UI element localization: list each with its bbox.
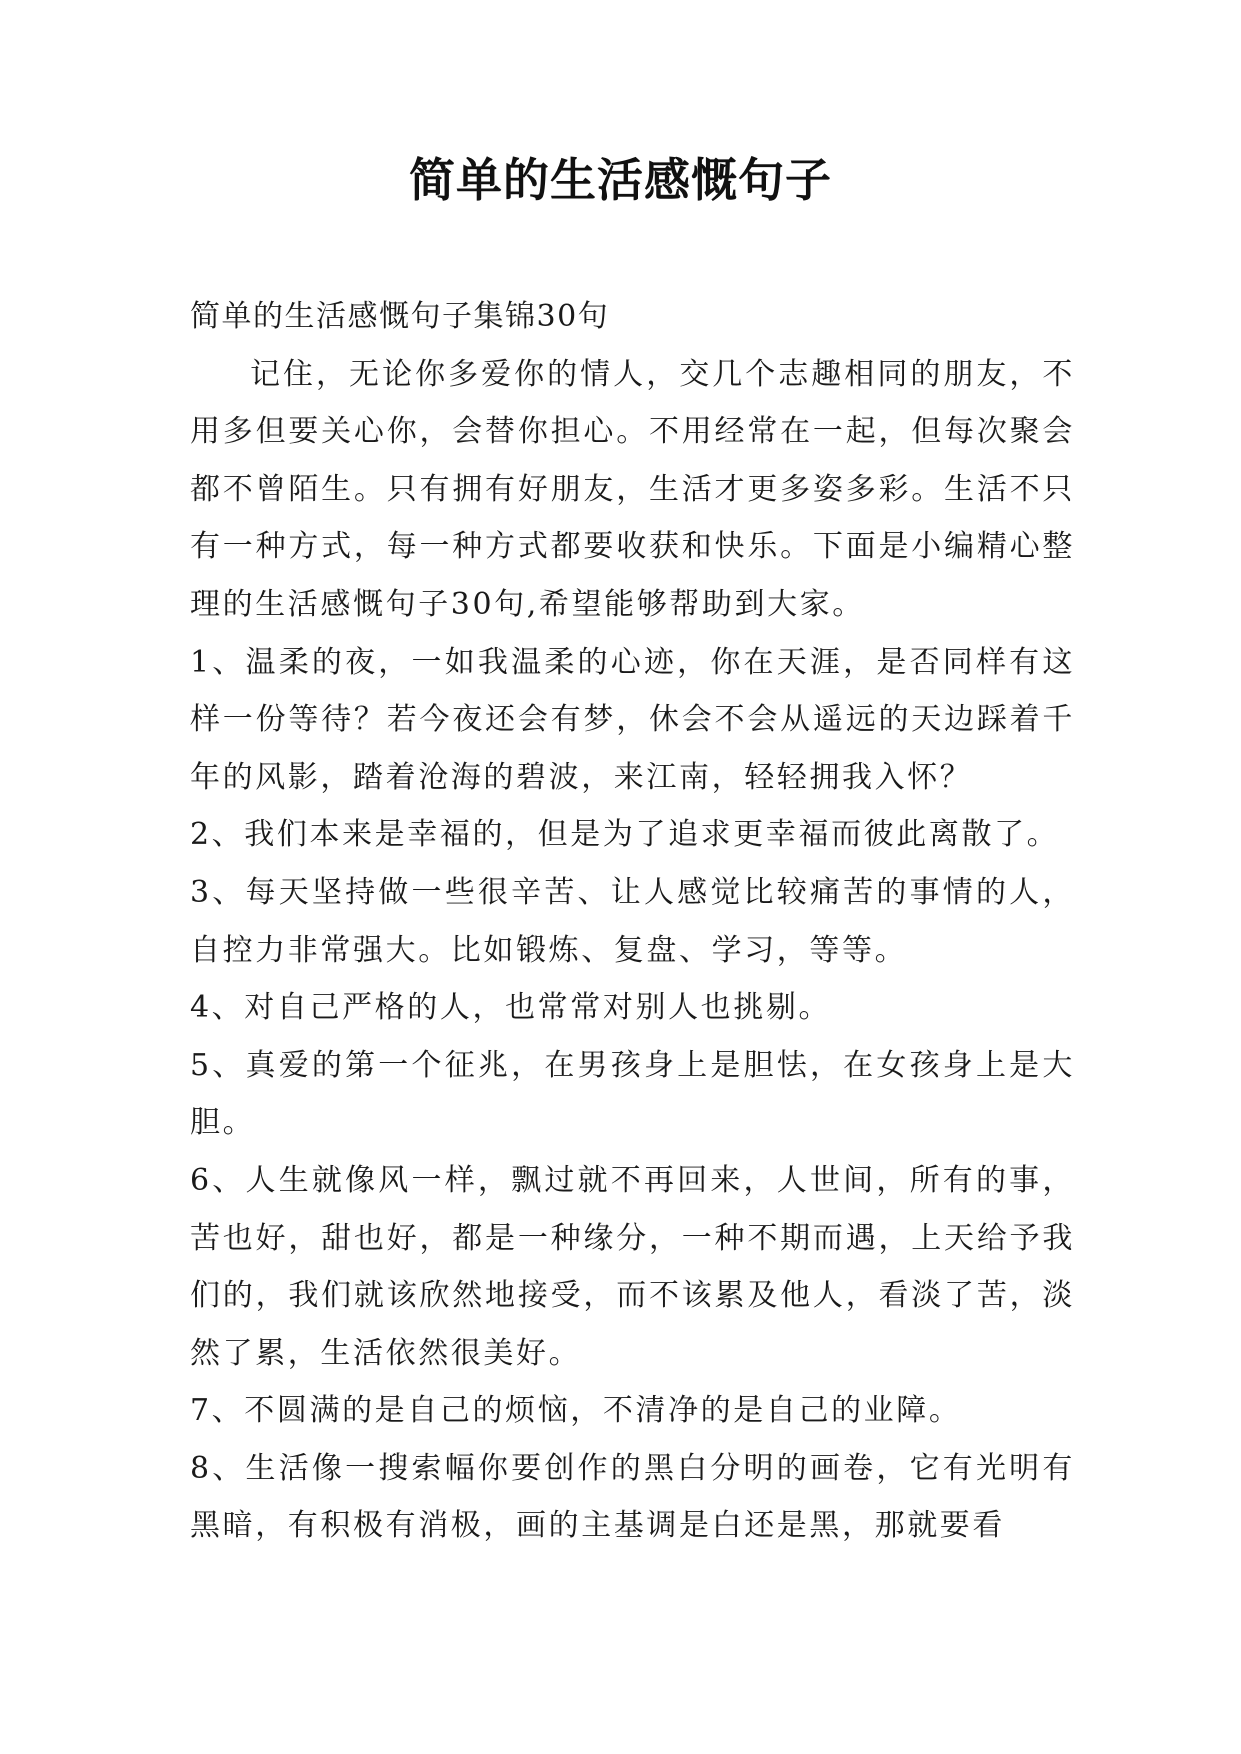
list-item: 6、人生就像风一样，飘过就不再回来，人世间，所有的事，苦也好，甜也好，都是一种缘分，一种不期而遇，上天给予我们的，我们就该欣然地接受，而不该累及他人，看淡了苦，淡然了累，生活依然很美好。: [190, 1162, 1075, 1371]
intro-paragraph: 记住，无论你多爱你的情人，交几个志趣相同的朋友，不用多但要关心你，会替你担心。不用经常在一起，但每次聚会都不曾陌生。只有拥有好朋友，生活才更多姿多彩。生活不只有一种方式，每一种方式都要收获和快乐。下面是小编精心整理的生活感慨句子30句,希望能够帮助到大家。: [190, 356, 1075, 622]
document-title: 简单的生活感慨句子: [409, 153, 832, 207]
list-item: 8、生活像一搜索幅你要创作的黑白分明的画卷，它有光明有黑暗，有积极有消极，画的主基调是白还是黑，那就要看: [190, 1450, 1075, 1544]
list-item: 2、我们本来是幸福的，但是为了追求更幸福而彼此离散了。: [190, 817, 1060, 853]
list-item: 5、真爱的第一个征兆，在男孩身上是胆怯，在女孩身上是大胆。: [190, 1047, 1075, 1141]
document-body: [190, 288, 1075, 1555]
list-item: 1、温柔的夜，一如我温柔的心迹，你在天涯，是否同样有这样一份等待？若今夜还会有梦，休会不会从遥远的天边踩着千年的风影，踏着沧海的碧波，来江南，轻轻拥我入怀？: [190, 644, 1075, 795]
document-subtitle: 简单的生活感慨句子集锦30句: [190, 299, 610, 334]
list-item: 7、不圆满的是自己的烦恼，不清净的是自己的业障。: [190, 1393, 962, 1429]
list-item: 3、每天坚持做一些很辛苦、让人感觉比较痛苦的事情的人，自控力非常强大。比如锻炼、复盘、学习，等等。: [190, 874, 1075, 968]
list-item: 4、对自己严格的人，也常常对别人也挑剔。: [190, 990, 832, 1026]
